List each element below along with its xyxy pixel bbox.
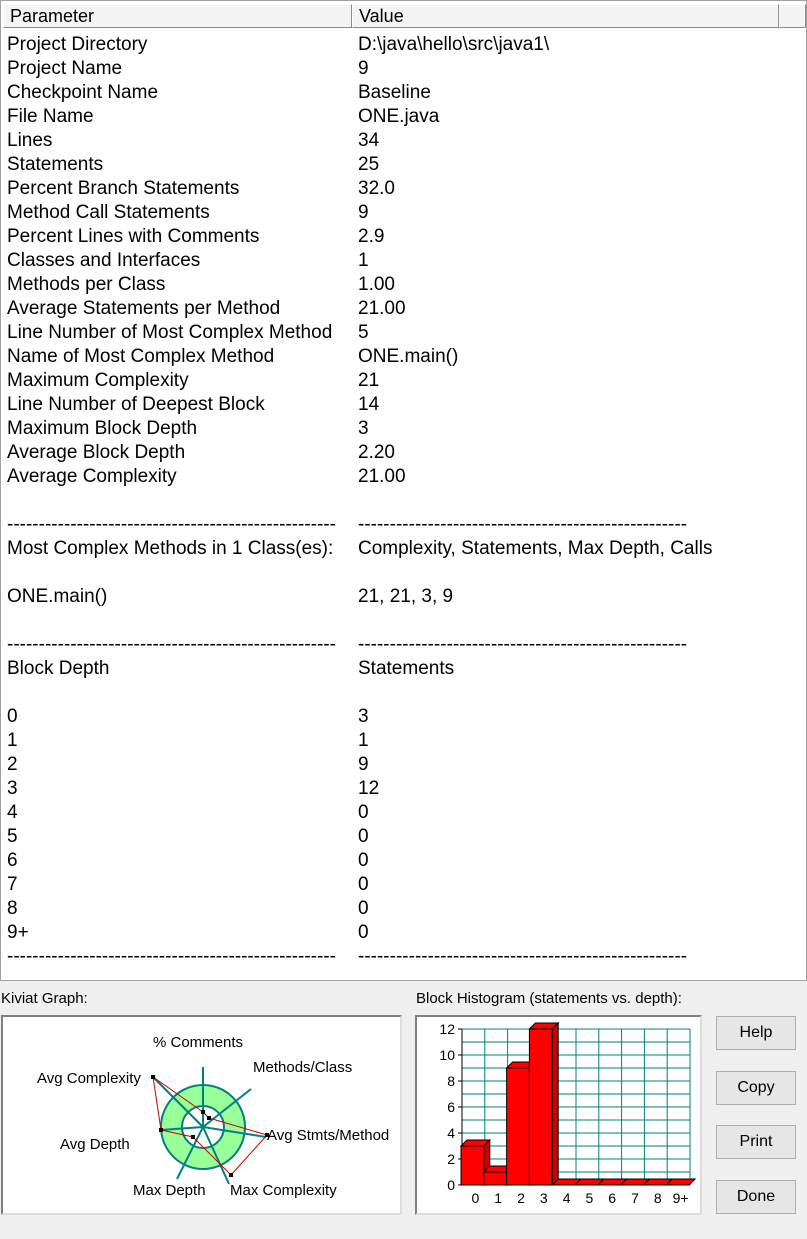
table-row[interactable] bbox=[1, 609, 806, 633]
value-cell: 3 bbox=[358, 706, 369, 727]
table-row[interactable] bbox=[1, 225, 806, 249]
table-row[interactable] bbox=[1, 705, 806, 729]
metrics-rows bbox=[1, 33, 806, 969]
bar-front bbox=[507, 1068, 530, 1185]
value-cell: 1 bbox=[358, 730, 369, 751]
parameter-cell: ---------------------------------------------------- bbox=[7, 634, 337, 655]
x-tick-label: 8 bbox=[653, 1190, 662, 1206]
table-row[interactable] bbox=[1, 561, 806, 585]
table-row[interactable] bbox=[1, 585, 806, 609]
point-methods-class bbox=[207, 1116, 211, 1120]
table-row[interactable] bbox=[1, 369, 806, 393]
point-avg-depth bbox=[159, 1128, 163, 1132]
y-tick-label: 12 bbox=[439, 1021, 455, 1037]
parameter-cell: Statements bbox=[7, 154, 104, 175]
kiviat-graph-label: Kiviat Graph: bbox=[1, 990, 88, 1007]
parameter-cell: Maximum Block Depth bbox=[7, 418, 198, 439]
parameter-cell: File Name bbox=[7, 106, 94, 127]
point-max-depth bbox=[191, 1135, 195, 1139]
value-cell: 21 bbox=[358, 370, 380, 391]
parameter-cell: 4 bbox=[7, 802, 18, 823]
table-row[interactable] bbox=[1, 177, 806, 201]
parameter-cell: Average Statements per Method bbox=[7, 298, 281, 319]
value-cell: 0 bbox=[358, 802, 369, 823]
value-cell: 3 bbox=[358, 418, 369, 439]
point-avg-complexity bbox=[151, 1075, 155, 1079]
block-histogram-chart bbox=[417, 1017, 700, 1213]
parameter-cell: ---------------------------------------------------- bbox=[7, 946, 337, 967]
table-row[interactable] bbox=[1, 105, 806, 129]
parameter-cell: Most Complex Methods in 1 Class(es): bbox=[7, 538, 334, 559]
value-cell: ONE.java bbox=[358, 106, 440, 127]
value-cell: 0 bbox=[358, 874, 369, 895]
y-tick-label: 10 bbox=[439, 1047, 455, 1063]
table-row[interactable] bbox=[1, 897, 806, 921]
y-tick-label: 2 bbox=[447, 1151, 455, 1167]
value-cell: 9 bbox=[358, 754, 369, 775]
table-row[interactable] bbox=[1, 633, 806, 657]
parameter-cell: Project Name bbox=[7, 58, 123, 79]
column-header-parameter[interactable]: Parameter bbox=[3, 4, 352, 28]
table-row[interactable] bbox=[1, 153, 806, 177]
table-row[interactable] bbox=[1, 537, 806, 561]
table-row[interactable] bbox=[1, 681, 806, 705]
parameter-cell: 7 bbox=[7, 874, 18, 895]
table-row[interactable] bbox=[1, 849, 806, 873]
table-row[interactable] bbox=[1, 417, 806, 441]
point-comments bbox=[201, 1110, 205, 1114]
parameter-cell: 9+ bbox=[7, 922, 29, 943]
value-cell: 14 bbox=[358, 394, 380, 415]
table-row[interactable] bbox=[1, 393, 806, 417]
block-histogram-label: Block Histogram (statements vs. depth): bbox=[416, 990, 682, 1007]
table-row[interactable] bbox=[1, 249, 806, 273]
parameter-cell: ONE.main() bbox=[7, 586, 108, 607]
value-cell: 2.20 bbox=[358, 442, 395, 463]
value-cell: 12 bbox=[358, 778, 380, 799]
block-histogram-panel bbox=[415, 1015, 702, 1215]
parameter-cell: Checkpoint Name bbox=[7, 82, 159, 103]
kiviat-label-max-depth: Max Depth bbox=[133, 1182, 206, 1199]
list-header bbox=[1, 1, 806, 29]
point-max-complexity bbox=[229, 1173, 233, 1177]
table-row[interactable] bbox=[1, 465, 806, 489]
bar-front bbox=[484, 1172, 507, 1185]
value-cell: 0 bbox=[358, 850, 369, 871]
table-row[interactable] bbox=[1, 273, 806, 297]
table-row[interactable] bbox=[1, 945, 806, 969]
table-row[interactable] bbox=[1, 297, 806, 321]
table-row[interactable] bbox=[1, 33, 806, 57]
value-cell: ONE.main() bbox=[358, 346, 459, 367]
copy-button[interactable]: Copy bbox=[716, 1071, 796, 1105]
parameter-cell: Method Call Statements bbox=[7, 202, 210, 223]
y-tick-label: 4 bbox=[447, 1125, 455, 1141]
x-tick-label: 7 bbox=[631, 1190, 639, 1206]
parameter-cell: 6 bbox=[7, 850, 18, 871]
table-row[interactable] bbox=[1, 873, 806, 897]
parameter-cell: Block Depth bbox=[7, 658, 110, 679]
kiviat-label-avg-stmts-method: Avg Stmts/Method bbox=[267, 1127, 390, 1144]
value-cell: Baseline bbox=[358, 82, 431, 103]
value-cell: ---------------------------------------------------- bbox=[358, 514, 688, 535]
bar-front bbox=[529, 1029, 552, 1185]
x-tick-label: 9+ bbox=[672, 1190, 689, 1206]
kiviat-label-max-complexity: Max Complexity bbox=[230, 1182, 337, 1199]
table-row[interactable] bbox=[1, 489, 806, 513]
x-tick-label: 3 bbox=[539, 1190, 548, 1206]
x-tick-label: 2 bbox=[517, 1190, 525, 1206]
table-row[interactable] bbox=[1, 321, 806, 345]
value-cell: 2.9 bbox=[358, 226, 385, 247]
parameter-cell: Average Block Depth bbox=[7, 442, 186, 463]
table-row[interactable] bbox=[1, 729, 806, 753]
table-row[interactable] bbox=[1, 441, 806, 465]
parameter-cell: Project Directory bbox=[7, 34, 148, 55]
table-row[interactable] bbox=[1, 777, 806, 801]
value-cell: D:\java\hello\src\java1\ bbox=[358, 34, 550, 55]
value-cell: 32.0 bbox=[358, 178, 395, 199]
kiviat-label-avg-complexity: Avg Complexity bbox=[37, 1070, 141, 1087]
value-cell: 21.00 bbox=[358, 466, 406, 487]
parameter-cell: Line Number of Most Complex Method bbox=[7, 322, 333, 343]
value-cell: Statements bbox=[358, 658, 455, 679]
x-tick-label: 4 bbox=[562, 1190, 571, 1206]
kiviat-label-methods-class: Methods/Class bbox=[253, 1059, 353, 1076]
table-row[interactable] bbox=[1, 201, 806, 225]
table-row[interactable] bbox=[1, 825, 806, 849]
table-row[interactable] bbox=[1, 801, 806, 825]
parameter-cell: Line Number of Deepest Block bbox=[7, 394, 265, 415]
table-row[interactable] bbox=[1, 129, 806, 153]
kiviat-graph-panel bbox=[1, 1015, 402, 1215]
bar-side bbox=[552, 1023, 558, 1185]
value-cell: 0 bbox=[358, 826, 369, 847]
y-tick-label: 6 bbox=[447, 1099, 455, 1115]
parameter-cell: Maximum Complexity bbox=[7, 370, 189, 391]
y-tick-label: 8 bbox=[447, 1073, 455, 1089]
parameter-cell: Lines bbox=[7, 130, 53, 151]
table-row[interactable] bbox=[1, 753, 806, 777]
value-cell: 21, 21, 3, 9 bbox=[358, 586, 454, 607]
y-tick-label: 0 bbox=[447, 1177, 455, 1193]
table-row[interactable] bbox=[1, 57, 806, 81]
x-tick-label: 1 bbox=[494, 1190, 503, 1206]
parameter-cell: Name of Most Complex Method bbox=[7, 346, 275, 367]
kiviat-graph bbox=[3, 1017, 400, 1213]
parameter-cell: 2 bbox=[7, 754, 18, 775]
x-tick-label: 0 bbox=[471, 1190, 480, 1206]
bar-front bbox=[461, 1146, 484, 1185]
value-cell: 1 bbox=[358, 250, 369, 271]
print-button[interactable]: Print bbox=[716, 1125, 796, 1159]
x-tick-label: 6 bbox=[608, 1190, 617, 1206]
kiviat-label-avg-depth: Avg Depth bbox=[60, 1136, 130, 1153]
parameter-cell: 1 bbox=[7, 730, 18, 751]
value-cell: 0 bbox=[358, 898, 369, 919]
table-row[interactable] bbox=[1, 657, 806, 681]
value-cell: 9 bbox=[358, 202, 369, 223]
parameter-cell: Average Complexity bbox=[7, 466, 177, 487]
value-cell: 5 bbox=[358, 322, 369, 343]
bar bbox=[529, 1023, 558, 1185]
done-button[interactable]: Done bbox=[716, 1180, 796, 1214]
column-header-filler bbox=[779, 4, 806, 28]
histogram-grid bbox=[462, 1029, 690, 1185]
parameter-cell: 5 bbox=[7, 826, 18, 847]
value-cell: 0 bbox=[358, 922, 369, 943]
parameter-cell: 3 bbox=[7, 778, 18, 799]
help-button[interactable]: Help bbox=[716, 1016, 796, 1050]
value-cell: ---------------------------------------------------- bbox=[358, 634, 688, 655]
table-row[interactable] bbox=[1, 921, 806, 945]
value-cell: 21.00 bbox=[358, 298, 406, 319]
parameter-cell: 0 bbox=[7, 706, 18, 727]
table-row[interactable] bbox=[1, 513, 806, 537]
parameter-cell: Classes and Interfaces bbox=[7, 250, 201, 271]
parameter-cell: Percent Branch Statements bbox=[7, 178, 240, 199]
x-tick-label: 5 bbox=[585, 1190, 594, 1206]
parameter-cell: Percent Lines with Comments bbox=[7, 226, 260, 247]
parameter-cell: ---------------------------------------------------- bbox=[7, 514, 337, 535]
value-cell: 25 bbox=[358, 154, 380, 175]
column-header-value[interactable]: Value bbox=[352, 4, 779, 28]
parameter-cell: 8 bbox=[7, 898, 18, 919]
table-row[interactable] bbox=[1, 81, 806, 105]
parameter-cell: Methods per Class bbox=[7, 274, 166, 295]
value-cell: ---------------------------------------------------- bbox=[358, 946, 688, 967]
kiviat-label-comments: % Comments bbox=[153, 1034, 244, 1051]
value-cell: 1.00 bbox=[358, 274, 395, 295]
value-cell: 34 bbox=[358, 130, 380, 151]
value-cell: Complexity, Statements, Max Depth, Calls bbox=[358, 538, 713, 559]
table-row[interactable] bbox=[1, 345, 806, 369]
value-cell: 9 bbox=[358, 58, 369, 79]
